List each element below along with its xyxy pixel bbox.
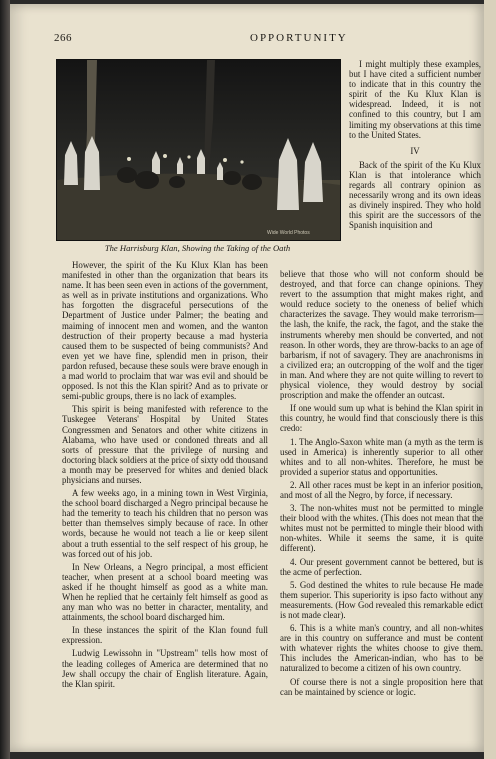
paragraph: I might multiply these examples, but I have cited a sufficient number to indicate that in this country the spirit of the Ku Klux Klan is widespread. Indeed, it is not confined to this country, but I am limiting my observations at this time to the United States. [349,59,481,140]
paragraph: This spirit is being manifested with reference to the Tuskegee Veterans' Hospital by United States Congressmen and Senators and other white citizens in Alabama, who have used or condoned threats and all sorts of pressure that the privilege of nursing and doctoring black soldiers at the price of sixty odd thousand a month may be preserved for whites and denied black physicians and nurses. [62,404,268,485]
credo-item: 4. Our present government cannot be bettered, but is the acme of perfection. [280,556,483,577]
right-column-top [349,59,481,234]
credo-item: 6. This is a white man's country, and all non-whites are in this country on sufferance and must be content with whatever rights the whites choose to give them. This includes the American-indian, who has to be naturalized to become a citizen of his own country. [280,623,483,674]
running-header [10,32,484,46]
photo-illustration [57,60,340,240]
section-heading: IV [410,145,420,156]
magazine-page [10,4,484,752]
right-column [280,269,483,700]
paragraph: In New Orleans, a Negro principal, a most efficient teacher, when present at a school board meeting was asked if he thought himself as good as a white man. When he replied that he certainly felt himself as good as any man who was no better in character, mentality, and attainments, the school board discharged him. [62,561,268,623]
page-number: 266 [54,32,72,44]
photo-credit: Wide World Photos [267,230,310,236]
credo-item: 2. All other races must be kept in an inferior position, and most of all the Negro, by force, if necessary. [280,479,483,500]
klan-oath-photo [56,59,341,241]
paragraph: If one would sum up what is behind the Klan spirit in this country, he would find that consciously there is this credo: [280,403,483,434]
left-column [62,260,268,692]
credo-item: 1. The Anglo-Saxon white man (a myth as the term is used in America) is inherently superior to all other whites and to all non-whites. Therefore, he must be provided a superior status and opportunities. [280,436,483,477]
credo-item: 5. God destined the whites to rule because He made them superior. This superiority is ipso facto without any measurements. (How God revealed this remarkable edict is not made clear). [280,579,483,620]
paragraph: Of course there is not a single proposition here that can be maintained by science or logic. [280,676,483,697]
book-spine-shadow [0,0,10,759]
paragraph: Ludwig Lewissohn in "Upstream" tells how most of the leading colleges of America are determined that no Jew shall occupy the chair of English literature. Again, the Klan spirit. [62,648,268,689]
photo-caption: The Harrisburg Klan, Showing the Taking of the Oath [104,243,291,253]
paragraph: believe that those who will not conform should be destroyed, and that force can change opinions. They revert to the assumption that might makes right, and would reduce society to the oneness of belief which characterizes the savage. They would make terrorism—the lash, the knife, the rack, the fagot, and the stake the instruments whereby men should be converted, and not reason. In other words, they are throw-backs to an age of barbarism, if not of savagery. They are anachronisms in a civilized era; an outcropping of the wolf and the tiger in man. And where they are not quite willing to revert to physical violence, they would destroy by social proscription and make the offender an outcast. [280,269,483,401]
paragraph: In these instances the spirit of the Klan found full expression. [62,625,268,646]
running-title: OPPORTUNITY [250,32,348,44]
paragraph: A few weeks ago, in a mining town in West Virginia, the school board discharged a Negro principal because he had the temerity to teach his children that no person was better than themselves simply because of race. In other words, because he would not teach a lie or keep silent about a truth essential to the self respect of his group, he was forced out of his job. [62,488,268,559]
paragraph: Back of the spirit of the Ku Klux Klan is that intolerance which regards all contrary opinion as necessarily wrong and its own ideas as divinely inspired. They who hold this spirit are the successors of the Spanish inquisition and [349,159,481,231]
credo-item: 3. The non-whites must not be permitted to mingle their blood with the whites. (This does not mean that the whites must not be permitted to mingle their blood with non-whites. While it seems the same, it is quite different). [280,503,483,554]
paragraph: However, the spirit of the Ku Klux Klan has been manifested in other than the organization that bears its name. It has been seen even in actions of the government, as well as in private institutions and organizations. Who has forgotten the disgraceful persecutions of the Department of Justice under Palmer; the beating and maiming of innocent men and women, and the wanton destruction of their property because a mad hysteria caused them to be suspected of being communists? And even yet we have fine, splendid men in prison, their pardon refused, because these souls were brave enough in a mad world to proclaim that war was evil and should be opposed. Is not this the Klan spirit? And as to private or semi-public groups, there is no lack of examples. [62,260,268,402]
adjacent-page-edge [484,0,496,759]
